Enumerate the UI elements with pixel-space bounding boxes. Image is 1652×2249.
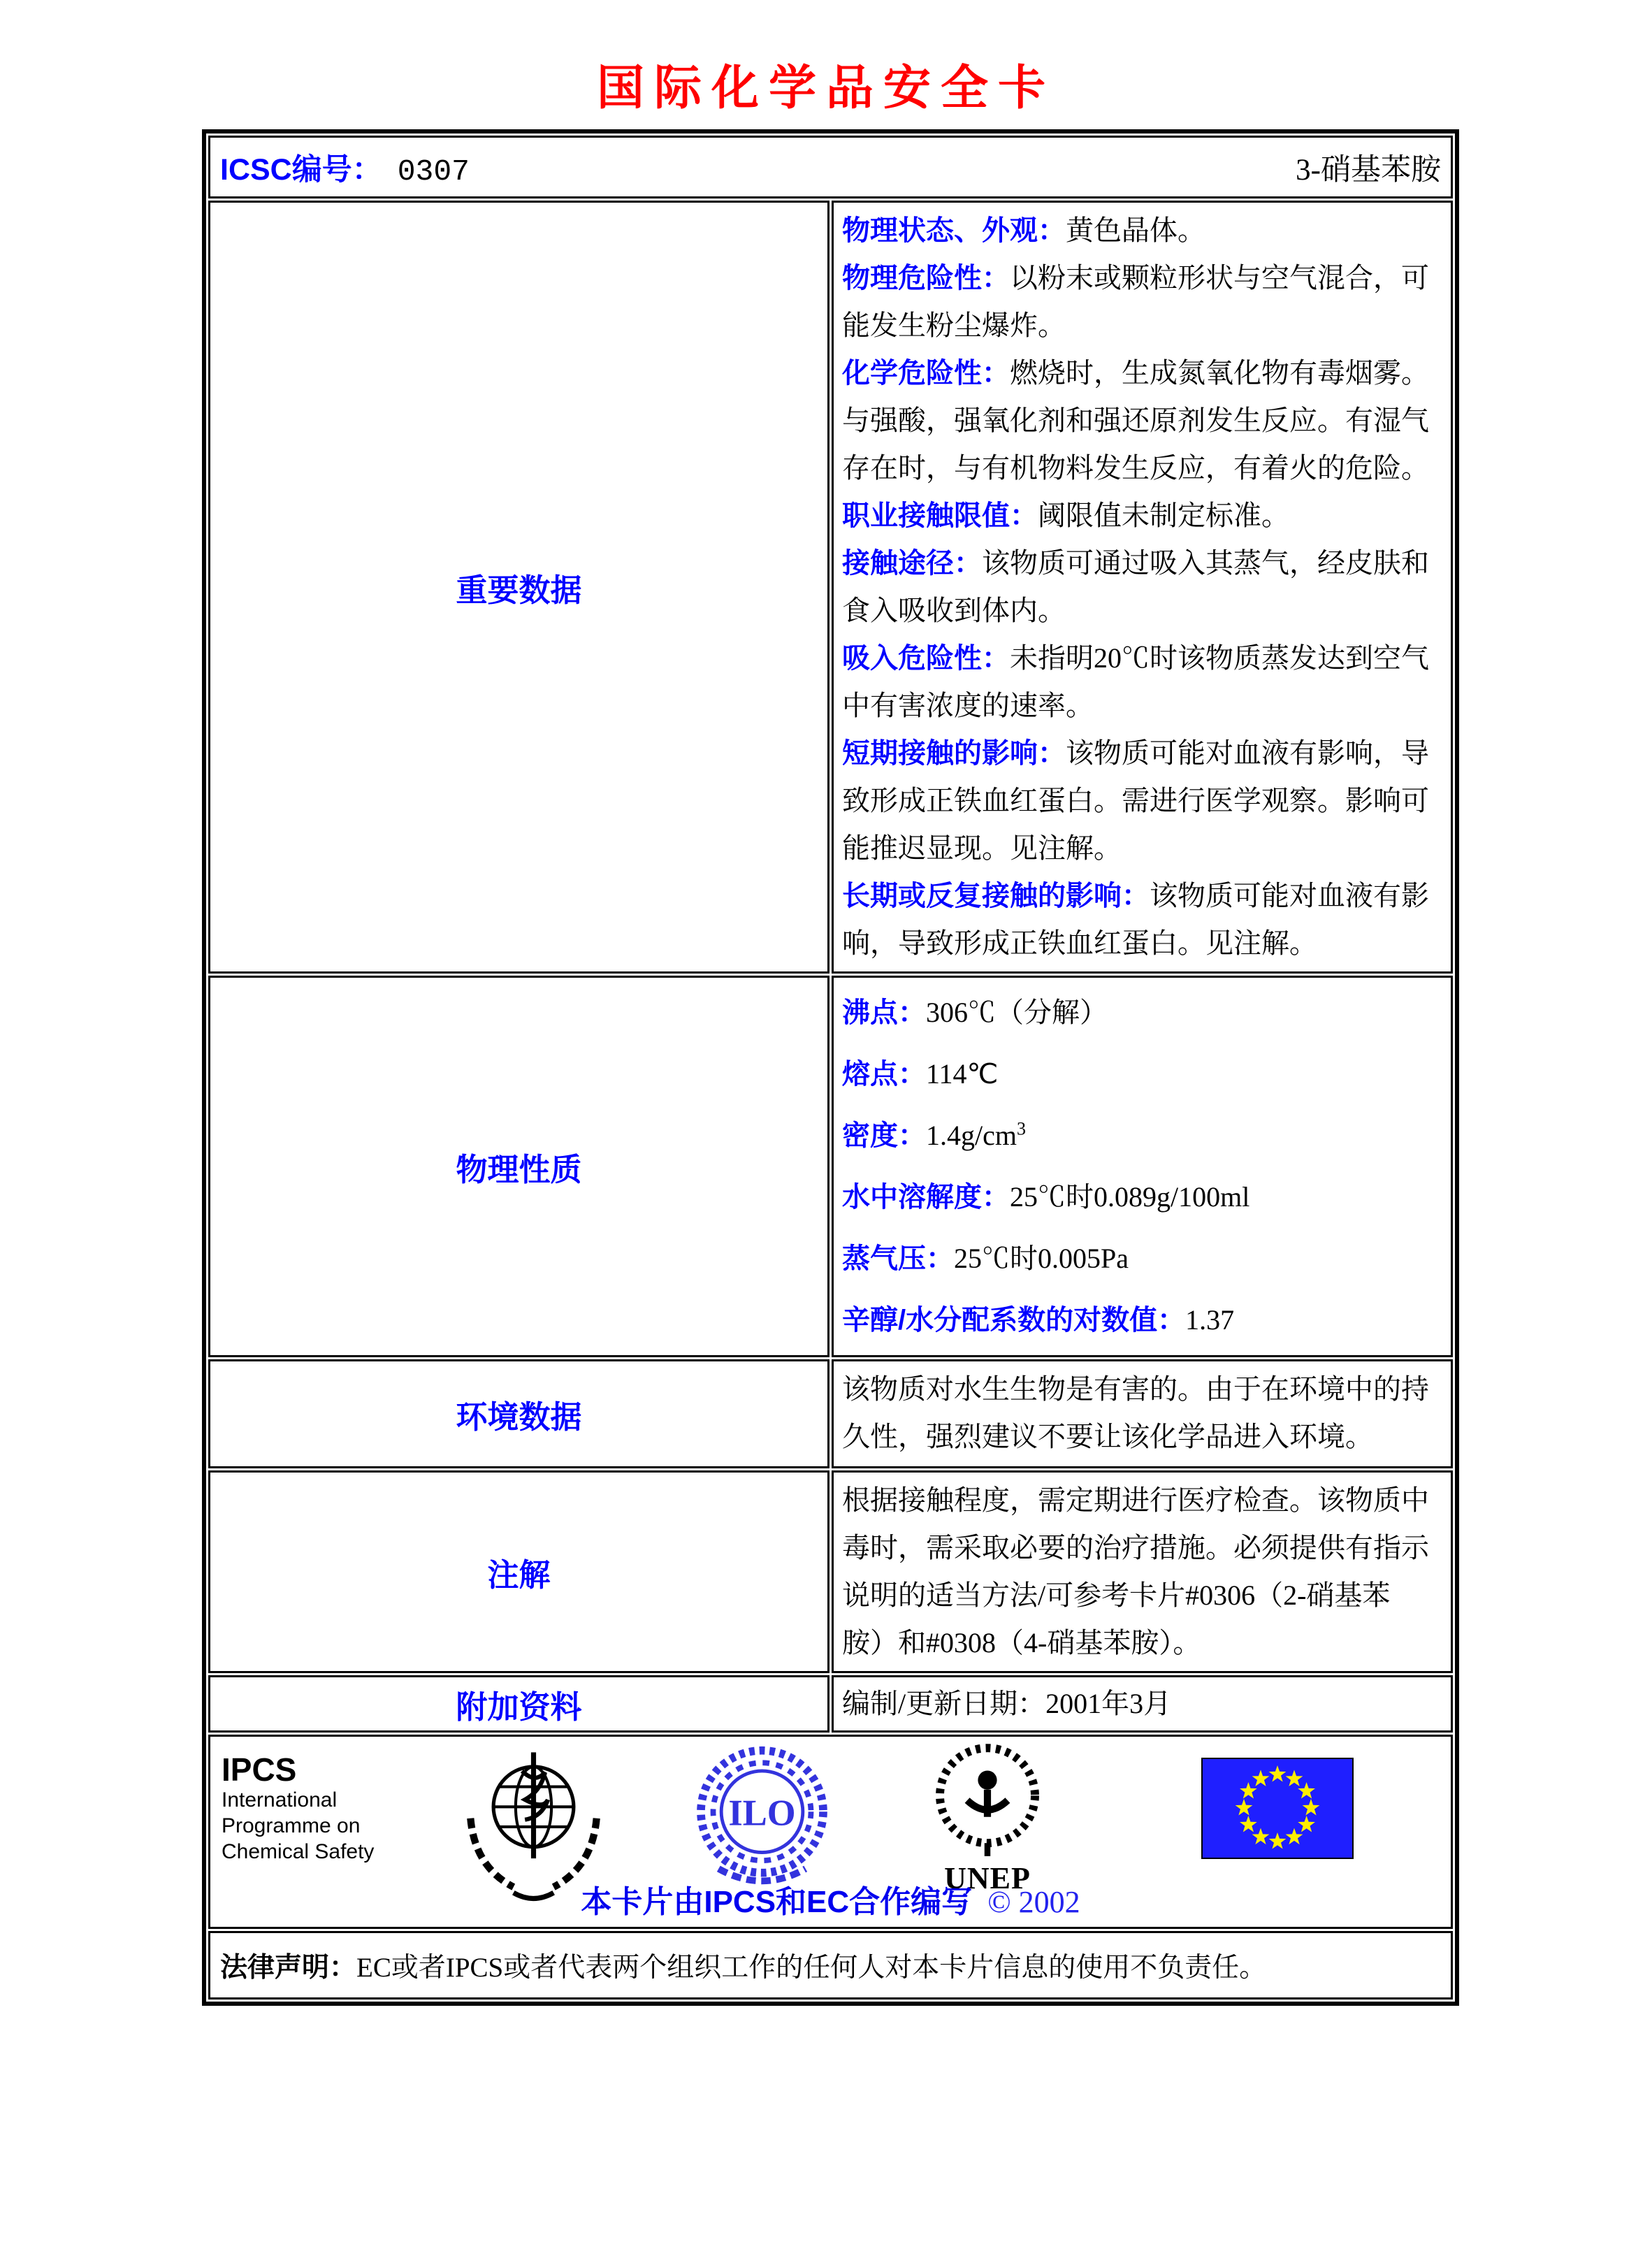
logos-cell bbox=[208, 1735, 1453, 1929]
physical-properties-label: 物理性质 bbox=[208, 976, 829, 1357]
icsc-number-label: ICSC编号： bbox=[220, 152, 382, 187]
legal-label: 法律声明： bbox=[220, 1953, 357, 1983]
ipcs-block bbox=[222, 1752, 374, 1865]
density-superscript: 3 bbox=[1016, 1118, 1026, 1139]
unep-logo bbox=[925, 1741, 1050, 1896]
environmental-data-row bbox=[208, 1359, 1453, 1468]
ipcs-subtitle-line1: International bbox=[222, 1788, 338, 1812]
ipcs-subtitle-line3: Chemical Safety bbox=[222, 1840, 375, 1863]
logos-row bbox=[208, 1735, 1453, 1929]
notes-label: 注解 bbox=[208, 1470, 829, 1673]
chemical-name: 3-硝基苯胺 bbox=[1296, 153, 1441, 187]
ipcs-subtitle-line2: Programme on bbox=[222, 1814, 361, 1837]
page-title: 国际化学品安全卡 bbox=[596, 62, 1055, 115]
important-data-content bbox=[832, 201, 1453, 974]
legal-cell bbox=[208, 1931, 1453, 1999]
card-caption bbox=[210, 1876, 1451, 1921]
eu-flag-icon bbox=[1201, 1758, 1354, 1863]
safety-card-table bbox=[202, 129, 1459, 2006]
environmental-data-label: 环境数据 bbox=[208, 1359, 829, 1468]
physical-properties-content bbox=[832, 976, 1453, 1357]
update-date-value: 2001年3月 bbox=[1045, 1688, 1172, 1719]
environmental-data-content bbox=[832, 1359, 1453, 1468]
environmental-data-text: 该物质对水生生物是有害的。由于在环境中的持久性，强烈建议不要让该化学品进入环境。 bbox=[842, 1373, 1429, 1452]
icsc-number-group bbox=[220, 146, 470, 189]
ilo-logo-icon bbox=[694, 1744, 830, 1894]
caption-text: 本卡片由IPCS和EC合作编写 bbox=[581, 1885, 973, 1919]
header-cell bbox=[208, 136, 1453, 198]
legal-row bbox=[208, 1931, 1453, 1999]
ilo-logo-text: ILO bbox=[728, 1793, 796, 1834]
important-data-row bbox=[208, 201, 1453, 974]
additional-info-label: 附加资料 bbox=[208, 1675, 829, 1733]
legal-text: EC或者IPCS或者代表两个组织工作的任何人对本卡片信息的使用不负责任。 bbox=[356, 1953, 1267, 1983]
unep-logo-icon bbox=[928, 1741, 1047, 1860]
caption-year: © 2002 bbox=[987, 1885, 1080, 1919]
notes-text: 根据接触程度，需定期进行医疗检查。该物质中毒时，需采取必要的治疗措施。必须提供有指示说明的适当方法/可参考卡片#0306（2-硝基苯胺）和#0308（4-硝基苯胺）。 bbox=[842, 1484, 1429, 1658]
unep-logo-text: UNEP bbox=[944, 1861, 1031, 1895]
ipcs-title: IPCS bbox=[222, 1751, 297, 1788]
icsc-number-value: 0307 bbox=[397, 154, 470, 189]
header-row bbox=[208, 136, 1453, 198]
update-date-label: 编制/更新日期： bbox=[842, 1688, 1046, 1719]
additional-info-content bbox=[832, 1675, 1453, 1733]
important-data-label: 重要数据 bbox=[208, 201, 829, 974]
notes-content bbox=[832, 1470, 1453, 1673]
physical-properties-row bbox=[208, 976, 1453, 1357]
notes-row bbox=[208, 1470, 1453, 1673]
important-item: 物理状态、外观：黄色晶体。 物理危险性：以粉末或颗粒形状与空气混合，可能发生粉尘爆炸。 化学危险性：燃烧时，生成氮氧化物有毒烟雾。与强酸，强氧化剂和强还原剂发生反应。有湿气存在时，与有机物料发生反应，有着火的危险。 职业接触限值：阈限值未制定标准。 接触途径：该物质可通过吸入其蒸气，经皮肤和食入吸收到体内。 吸入危险性：未指明20℃时该物质蒸发达到空气中有害浓度的速率。 短期接触的影响：该物质可能对血液有影响，导致形成正铁血红蛋白。需进行医学观察。影响可能推迟显现。见注解。 长期或反复接触的影响：该物质可能对血液有影响，导致形成正铁血红蛋白。见注解。 bbox=[842, 215, 1429, 959]
additional-info-row bbox=[208, 1675, 1453, 1733]
physical-item: 沸点：306℃（分解） 熔点：114℃ 密度：$1.4g/cm^3$ 水中溶解度：25℃时0.089g/100ml 蒸气压：25℃时0.005Pa 辛醇/水分配系数的对数值：1.37 bbox=[842, 997, 1250, 1336]
